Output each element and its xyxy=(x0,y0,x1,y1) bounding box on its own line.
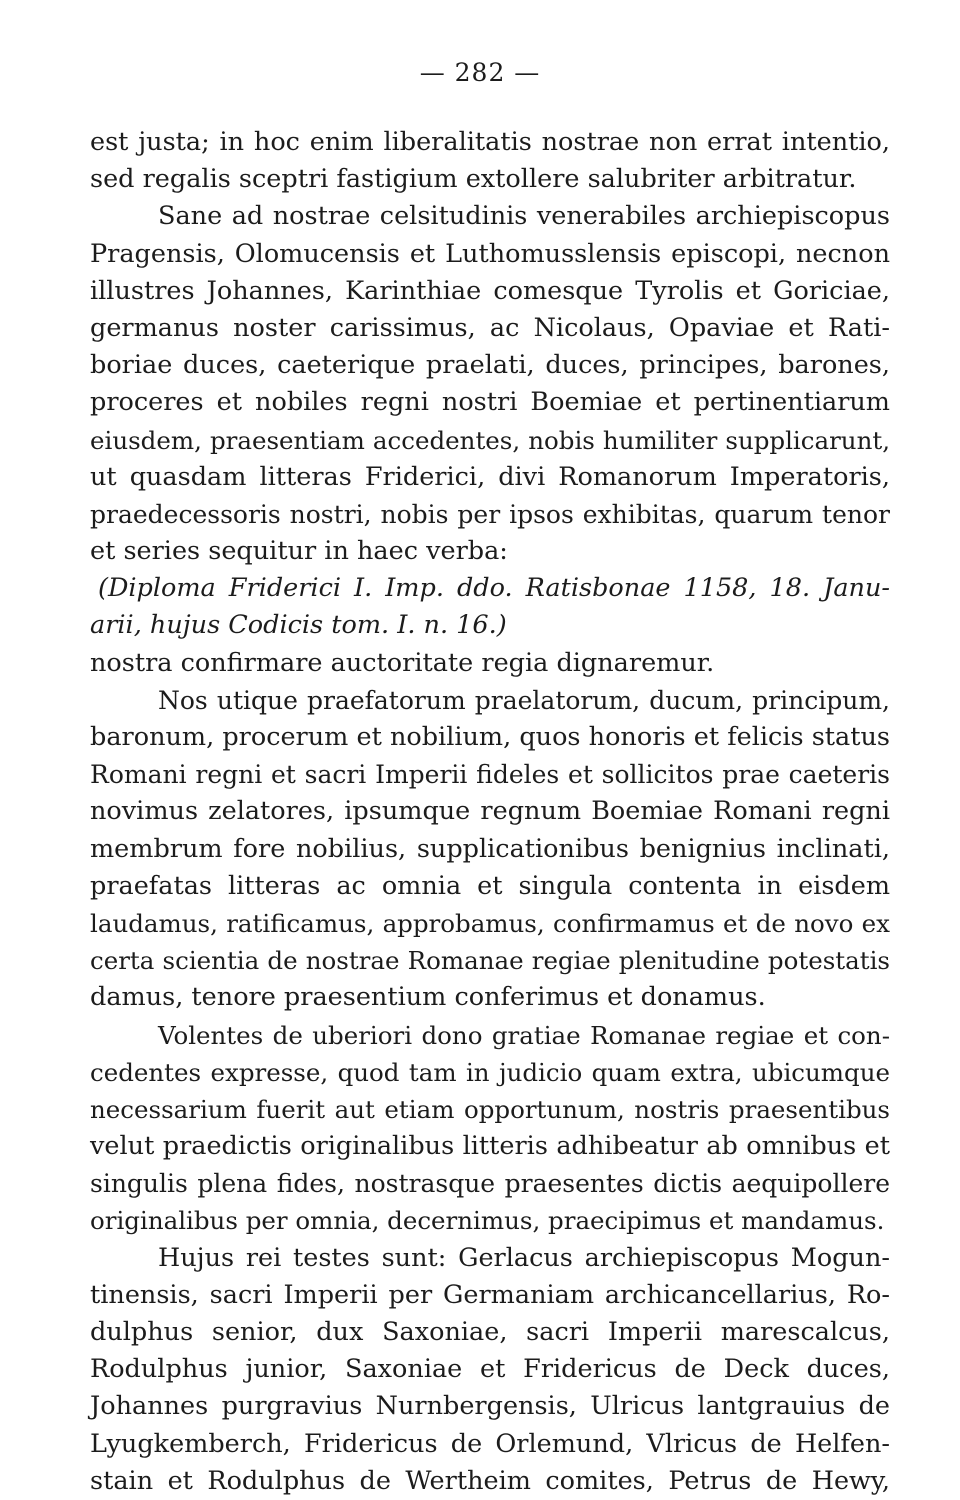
text-line: Sane ad nostrae celsitudinis venerabiles archiepiscopus xyxy=(158,201,890,232)
text-line: Nos utique praefatorum praelatorum, ducum, principum, xyxy=(158,685,890,715)
page-number: — 282 — xyxy=(419,58,541,87)
text-line: Pragensis, Olomucensis et Luthomusslensis episcopi, necnon xyxy=(90,238,890,269)
text-line: necessarium fuerit aut etiam opportunum, nostris praesentibus xyxy=(90,1094,890,1124)
text-line: dulphus senior, dux Saxoniae, sacri Imperii marescalcus, xyxy=(90,1317,890,1347)
text-line: novimus zelatores, ipsumque regnum Boemiae Romani regni xyxy=(90,796,890,827)
text-line: germanus noster carissimus, ac Nicolaus, Opaviae et Rati- xyxy=(90,312,890,343)
text-line: stain et Rodulphus de Wertheim comites, Petrus de Hewy, xyxy=(90,1465,890,1496)
text-line: cedentes expresse, quod tam in judicio quam extra, ubicumque xyxy=(90,1057,890,1087)
text-line: et series sequitur in haec verba: xyxy=(90,536,508,567)
text-line: singulis plena fides, nostrasque praesentes dictis aequipollere xyxy=(90,1169,890,1199)
text-line: sed regalis sceptri fastigium extollere salubriter arbitratur. xyxy=(90,164,857,195)
text-line: ut quasdam litteras Friderici, divi Romanorum Imperatoris, xyxy=(90,461,890,492)
text-line: Volentes de uberiori dono gratiae Romanae regiae et con- xyxy=(158,1020,890,1050)
text-line: certa scientia de nostrae Romanae regiae plenitudine potestatis xyxy=(90,946,890,976)
text-line: Lyugkemberch, Fridericus de Orlemund, Vlricus de Helfen- xyxy=(90,1428,890,1459)
text-line: est justa; in hoc enim liberalitatis nostrae non errat intentio, xyxy=(90,127,890,157)
text-line: nostra confirmare auctoritate regia dignaremur. xyxy=(90,647,715,678)
text-line: Hujus rei testes sunt: Gerlacus archiepiscopus Mogun- xyxy=(158,1242,890,1273)
text-line: Johannes purgravius Nurnbergensis, Ulricus lantgrauius de xyxy=(90,1391,890,1422)
citation-line: (Diploma Friderici I. Imp. ddo. Ratisbonae 1158, 18. Janu- xyxy=(98,573,890,604)
text-line: tinensis, sacri Imperii per Germaniam archicancellarius, Ro- xyxy=(90,1279,890,1310)
text-line: damus, tenore praesentium conferimus et donamus. xyxy=(90,982,766,1013)
text-line: baronum, procerum et nobilium, quos honoris et felicis status xyxy=(90,722,890,752)
text-line: Rodulphus junior, Saxoniae et Fridericus de Deck duces, xyxy=(90,1354,890,1385)
text-line: boriae duces, caeterique praelati, duces, principes, barones, xyxy=(90,350,890,381)
text-line: praedecessoris nostri, nobis per ipsos exhibitas, quarum tenor xyxy=(90,499,890,529)
text-line: praefatas litteras ac omnia et singula contenta in eisdem xyxy=(90,870,890,901)
text-line: proceres et nobiles regni nostri Boemiae et pertinentiarum xyxy=(90,387,890,418)
text-line: illustres Johannes, Karinthiae comesque Tyrolis et Goriciae, xyxy=(90,275,890,306)
text-line: membrum fore nobilius, supplicationibus benignius inclinati, xyxy=(90,833,890,864)
text-line: eiusdem, praesentiam accedentes, nobis humiliter supplicarunt, xyxy=(90,425,890,455)
text-line: laudamus, ratificamus, approbamus, confirmamus et de novo ex xyxy=(90,908,890,938)
body-text xyxy=(90,124,890,1500)
text-line: originalibus per omnia, decernimus, praecipimus et mandamus. xyxy=(90,1206,885,1236)
text-line: Romani regni et sacri Imperii fideles et sollicitos prae caeteris xyxy=(90,760,890,790)
citation-line: arii, hujus Codicis tom. I. n. 16.) xyxy=(90,610,507,641)
text-line: velut praedictis originalibus litteris adhibeatur ab omnibus et xyxy=(90,1131,890,1162)
